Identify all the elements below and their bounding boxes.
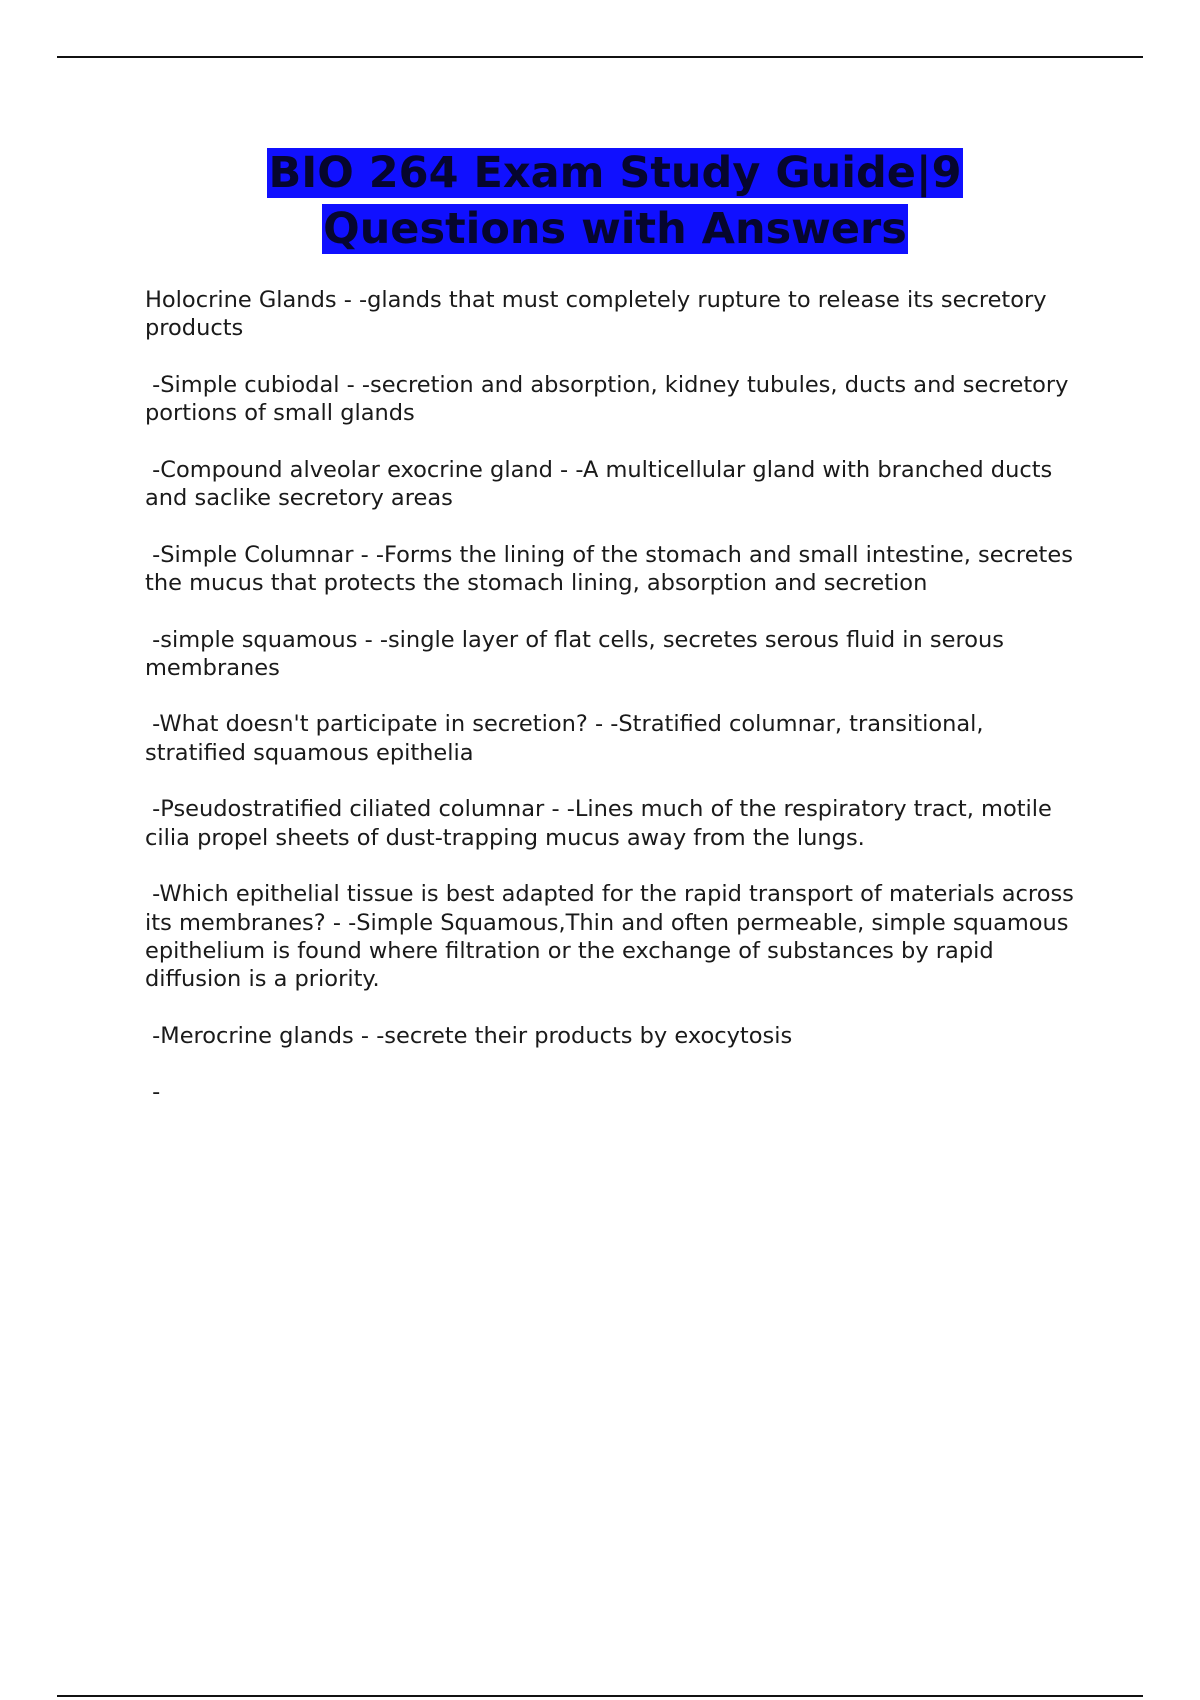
qa-item: -Merocrine glands - -secrete their products by exocytosis bbox=[145, 1022, 793, 1049]
qa-item: - bbox=[145, 1079, 161, 1106]
qa-item: -Simple Columnar - -Forms the lining of the stomach and small intestine, secretes the mucus that protects the stomach lining, absorption and secretion bbox=[145, 541, 1081, 596]
top-rule bbox=[57, 56, 1143, 58]
qa-list bbox=[145, 286, 1080, 1135]
qa-item: -Simple cubiodal - -secretion and absorption, kidney tubules, ducts and secretory portions of small glands bbox=[145, 371, 1076, 427]
bottom-rule bbox=[57, 1695, 1143, 1697]
document-title bbox=[145, 145, 1085, 257]
qa-item: Holocrine Glands - -glands that must completely rupture to release its secretory products bbox=[145, 287, 1054, 342]
qa-item: -Compound alveolar exocrine gland - -A multicellular gland with branched ducts and saclike secretory areas bbox=[145, 456, 1060, 512]
qa-item: -simple squamous - -single layer of flat cells, secretes serous fluid in serous membranes bbox=[145, 626, 1012, 681]
qa-item: -Which epithelial tissue is best adapted for the rapid transport of materials across its membranes? - -Simple Squamous,Thin and often permeable, simple squamous epithelium is found where filtration or the exchange of substances by rapid diffusion is a priority. bbox=[145, 881, 1082, 993]
document-title-text: BIO 264 Exam Study Guide|9 Questions with Answers bbox=[268, 148, 962, 254]
qa-item: -What doesn't participate in secretion? - -Stratified columnar, transitional, stratified squamous epithelia bbox=[145, 711, 991, 766]
qa-item: -Pseudostratified ciliated columnar - -Lines much of the respiratory tract, motile cilia propel sheets of dust-trapping mucus away from the lungs. bbox=[145, 796, 1060, 851]
